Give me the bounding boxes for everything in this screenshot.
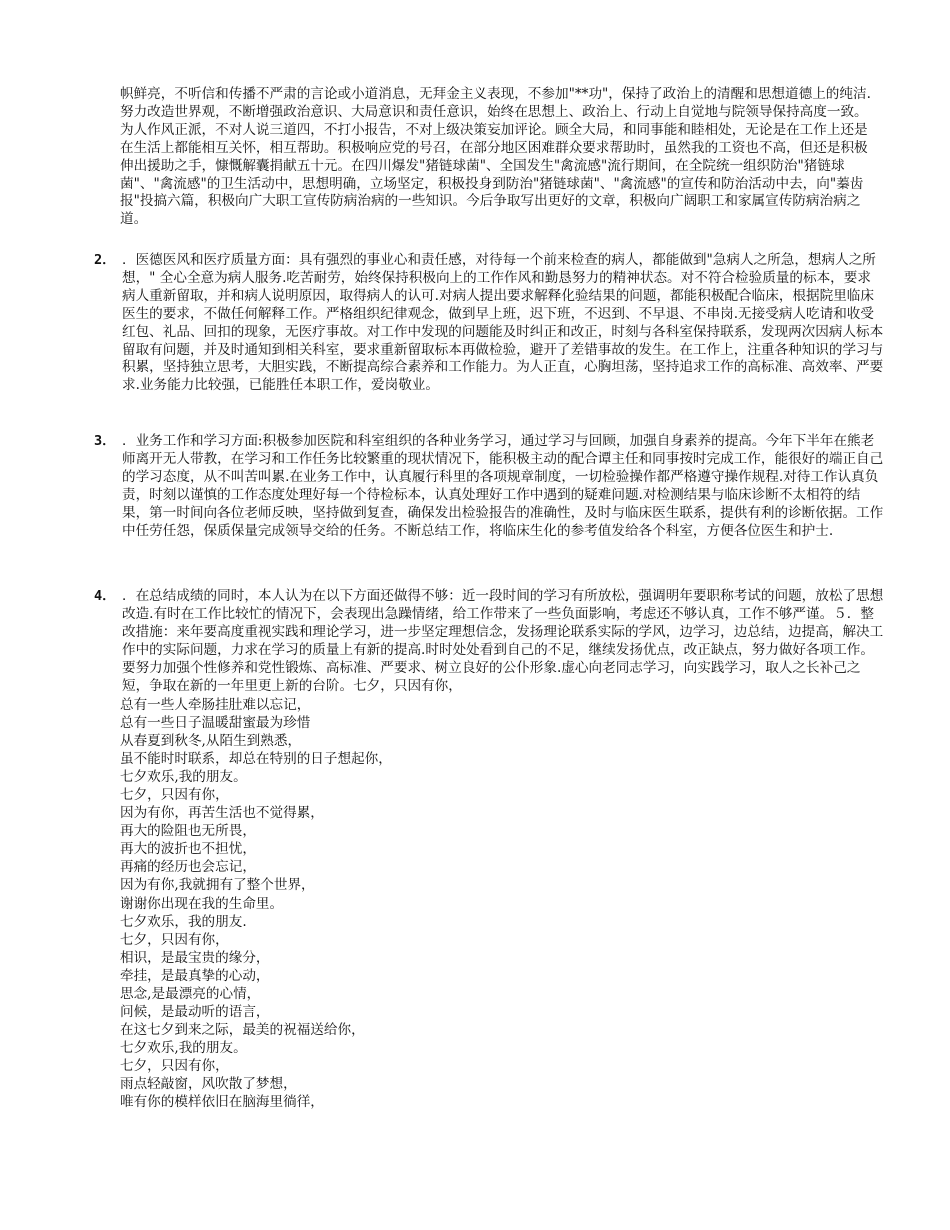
list-item-text: ．医德医风和医疗质量方面：具有强烈的事业心和责任感，对待每一个前来检查的病人，都能做到"急病人之所急，想病人之所想，" 全心全意为病人服务.吃苦耐劳，始终保持积极向上的工作作风和勤恳努力的精神状态。对不符合检验质量的标本，要求病人重新留取，并和病人说明原因，取得病人的认可.对病人提出要求解释化验结果的问题，都能积极配合临床，根据院里临床医生的要求，不做任何解释工作。严格组织纪律观念，做到早上班，迟下班，不迟到、不早退、不串岗.无接受病人吃请和收受红包、礼品、回扣的现象，无医疗事故。对工作中发现的问题能及时纠正和改正，时刻与各科室保持联系，发现两次因病人标本留取有问题，并及时通知到相关科室，要求重新留取标本再做检验，避开了差错事故的发生。在工作上，注重各种知识的学习与积累，坚持独立思考，大胆实践，不断提高综合素养和工作能力。为人正直，心胸坦荡，坚持追求工作的高标准、高效率、严要求.业务能力比较强，已能胜任本职工作，爱岗敬业。	[122, 252, 884, 394]
poem-line: 七夕欢乐,我的朋友。	[120, 1039, 247, 1056]
poem-line: 七夕，只因有你，	[120, 931, 229, 948]
poem-line: 总有一些人牵肠挂肚难以忘记，	[120, 697, 311, 713]
list-number: 3．	[94, 433, 116, 449]
poem-line: 总有一些日子温暖甜蜜最为珍惜	[120, 715, 311, 732]
poem-line: 因为有你,我就拥有了整个世界，	[120, 877, 315, 894]
poem-line: 从春夏到秋冬,从陌生到熟悉，	[120, 733, 302, 750]
list-number: 4．	[94, 588, 116, 604]
poem-line: 在这七夕到来之际，最美的祝福送给你，	[120, 1021, 365, 1038]
poem-line: 七夕，只因有你，	[120, 1057, 229, 1074]
poem-line: 问候，是最动听的语言，	[120, 1003, 270, 1020]
list-number: 2．	[94, 252, 116, 268]
poem-line: 虽不能时时联系，却总在特别的日子想起你，	[120, 751, 392, 768]
poem-line: 七夕欢乐，我的朋友.	[120, 913, 247, 930]
poem-block	[120, 696, 820, 1111]
list-item-text: ．业务工作和学习方面:积极参加医院和科室组织的各种业务学习，通过学习与回顾，加强自身素养的提高。今年下半年在熊老师离开无人带教，在学习和工作任务比较繁重的现状情况下，能积极主动的配合谭主任和同事按时完成工作，能很好的端正自己的学习态度，从不叫苦叫累.在业务工作中，认真履行科里的各项规章制度，一切检验操作都严格遵守操作规程.对待工作认真负责，时刻以谨慎的工作态度处理好每一个待检标本，认真处理好工作中遇到的疑难问题.对检测结果与临床诊断不太相符的结果，第一时间向各位老师反映，坚持做到复查，确保发出检验报告的准确性，及时与临床医生联系，提供有利的诊断依据。工作中任劳任怨，保质保量完成领导交给的任务。不断总结工作，将临床生化的参考值发给各个科室，方便各位医生和护士.	[122, 433, 884, 539]
poem-line: 七夕，只因有你，	[120, 787, 229, 804]
poem-line: 相识，是最宝贵的缘分，	[120, 949, 270, 966]
poem-line: 再大的波折也不担忧，	[120, 841, 256, 858]
poem-line: 唯有你的模样依旧在脑海里徜徉，	[120, 1094, 324, 1111]
poem-line: 再大的险阻也无所畏，	[120, 823, 256, 840]
poem-line: 雨点轻敲窗，风吹散了梦想，	[120, 1075, 297, 1092]
poem-line: 因为有你，再苦生活也不觉得累，	[120, 805, 324, 822]
list-item-text: ．在总结成绩的同时，本人认为在以下方面还做得不够：近一段时间的学习有所放松，强调明年要职称考试的问题，放松了思想改造.有时在工作比较忙的情况下，会表现出急躁情绪，给工作带来了一些负面影响，考虑还不够认真，工作不够严谨。５．整改措施：来年要高度重视实践和理论学习，进一步坚定理想信念，发扬理论联系实际的学风，边学习，边总结，边提高，解决工作中的实际问题，力求在学习的质量上有新的提高.时时处处看到自己的不足，继续发扬优点，改正缺点，努力做好各项工作。要努力加强个性修养和党性锻炼、高标准、严要求、树立良好的公仆形象.虚心向老同志学习，向实践学习，取人之长补己之短，争取在新的一年里更上新的台阶。七夕，只因有你，	[122, 588, 884, 694]
poem-line: 思念,是最漂亮的心情，	[120, 985, 261, 1002]
poem-line: 再痛的经历也会忘记，	[120, 859, 256, 876]
poem-line: 牵挂，是最真挚的心动，	[120, 967, 270, 984]
poem-line: 谢谢你出现在我的生命里。	[120, 895, 284, 912]
poem-line: 七夕欢乐,我的朋友。	[120, 769, 247, 786]
intro-paragraph: 帜鲜亮，不听信和传播不严肃的言论或小道消息，无拜金主义表现，不参加"**功"，保持了政治上的清醒和思想道德上的纯洁.努力改造世界观，不断增强政治意识、大局意识和责任意识，始终在思想上、政治上、行动上自觉地与院领导保持高度一致。为人作风正派，不对人说三道四，不打小报告，不对上级决策妄加评论。顾全大局，和同事能和睦相处，无论是在工作上还是在生活上都能相互关怀，相互帮助。积极响应党的号召，在部分地区困难群众要求帮助时，虽然我的工资也不高，但还是积极伸出援助之手，慷慨解囊捐献五十元。在四川爆发"猪链球菌"、全国发生"禽流感"流行期间，在全院统一组织防治"猪链球菌"、"禽流感"的卫生活动中，思想明确，立场坚定，积极投身到防治"猪链球菌"、"禽流感"的宣传和防治活动中去，向"蓁齿报"投搞六篇，积极向广大职工宣传防病治病的一些知识。今后争取写出更好的文章，积极向广阔职工和家属宣传防病治病之道。	[120, 86, 871, 228]
